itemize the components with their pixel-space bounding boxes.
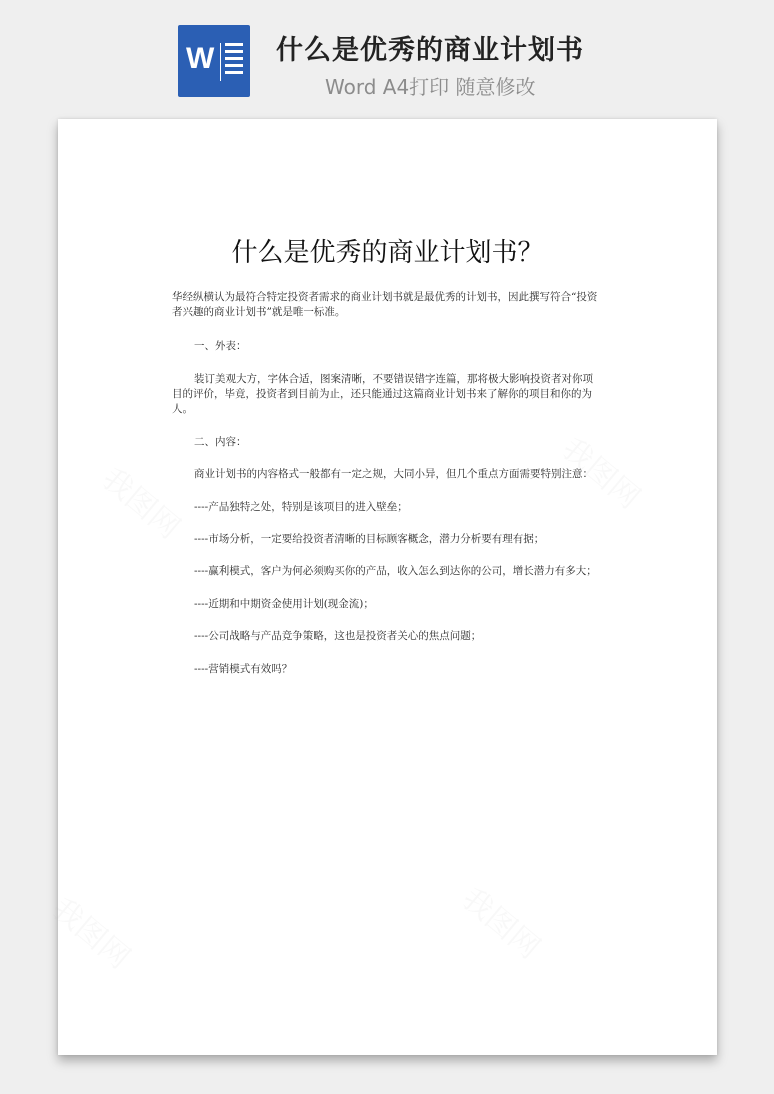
header-title: 什么是优秀的商业计划书 [276, 35, 584, 66]
header [0, 0, 774, 118]
document-title: 什么是优秀的商业计划书？ [231, 238, 544, 268]
section-heading-appearance: 一、外表： [194, 340, 247, 352]
paragraph-appearance: 装订美观大方，字体合适，图案清晰，不要错误错字连篇，那将极大影响投资者对你项目的评价，毕竟，投资者到目前为止，还只能通过这篇商业计划书来了解你的项目和你的为人。 [172, 373, 593, 415]
word-logo-letter: W [186, 42, 215, 75]
list-item: ----市场分析，一定要给投资者清晰的目标顾客概念，潜力分析要有理有据； [194, 533, 545, 545]
list-item: ----产品独特之处，特别是该项目的进入壁垒； [194, 501, 408, 513]
list-item: ----近期和中期资金使用计划(现金流)； [194, 598, 374, 610]
list-item: ----公司战略与产品竞争策略，这也是投资者关心的焦点问题； [194, 630, 482, 642]
paragraph-intro: 华经纵横认为最符合特定投资者需求的商业计划书就是最优秀的计划书，因此撰写符合“投资者兴趣的商业计划书”就是唯一标准。 [172, 291, 598, 318]
list-item: ----营销模式有效吗？ [194, 663, 293, 675]
header-subtitle: Word A4打印 随意修改 [325, 75, 536, 99]
section-heading-content: 二、内容： [194, 436, 247, 448]
word-app-icon [178, 25, 250, 97]
watermark: 我图网 [555, 431, 647, 517]
paragraph-content: 商业计划书的内容格式一般都有一定之规，大同小异，但几个重点方面需要特别注意： [194, 468, 593, 480]
word-logo-lines [220, 43, 243, 81]
document-page [45, 119, 717, 1055]
watermark: 我图网 [95, 461, 187, 547]
watermark: 我图网 [45, 891, 137, 977]
watermark: 我图网 [455, 881, 547, 967]
list-item: ----赢利模式，客户为何必须购买你的产品，收入怎么到达你的公司，增长潜力有多大； [194, 565, 597, 577]
